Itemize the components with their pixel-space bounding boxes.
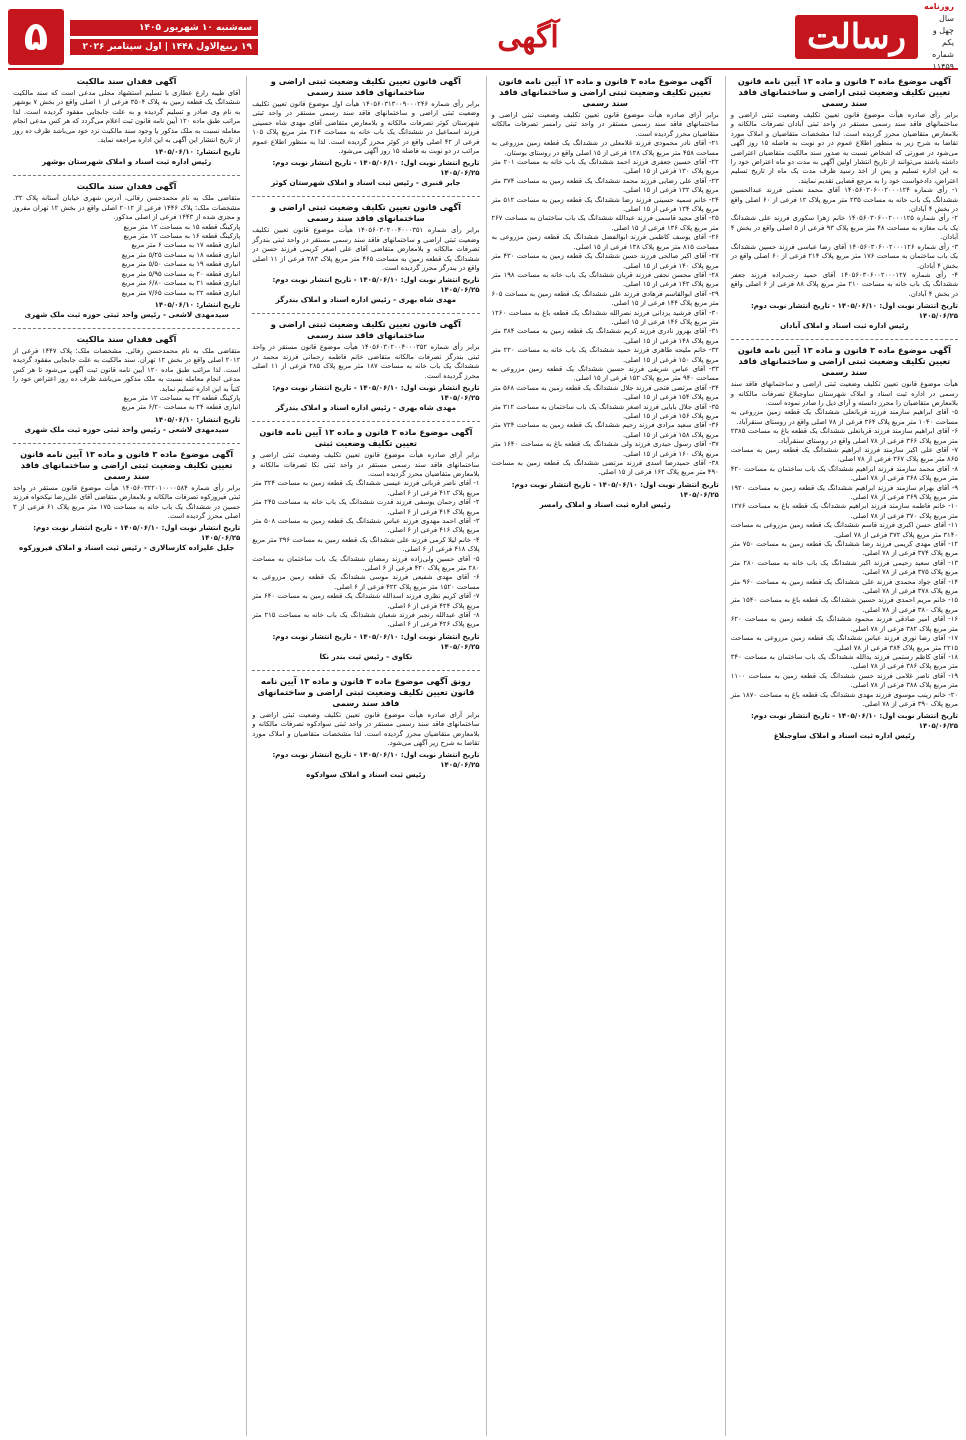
- page-number: ۵: [8, 9, 64, 65]
- date-other: ۱۹ ربیع‌الاول ۱۴۴۸ | اول سپتامبر ۲۰۲۶: [70, 39, 258, 55]
- notice-item: ۳۷- آقای رسول حیدری فرزند ولی ششدانگ یک قطعه باغ به مساحت ۱۶۴۰ متر مربع پلاک ۱۶۰ فرعی از ۱۵ اصلی.: [491, 440, 719, 458]
- column-2: [486, 76, 719, 1436]
- date-solar: سه‌شنبه ۱۰ شهریور ۱۴۰۵: [70, 20, 258, 36]
- notice-signature: سیدمهدی لاشعی - رئیس واحد ثبتی حوزه ثبت ملک شهری: [24, 309, 229, 319]
- notice-body: برابر رأی شماره ۱۴۰۵۶۰۳۰۲۰۰۴۰۰۰۳۵۱ هیأت موضوع قانون تعیین تکلیف وضعیت ثبتی اراضی و ساختمانهای فاقد سند رسمی مستقر در واحد ثبتی بندرگز تصرفات مالکانه و بلامعارض متقاضی آقای علی اصغر کریمی فرزند حسن در ششدانگ یک قطعه زمین به مساحت ۴۶۵ متر مربع پلاک ۲۸۳ فرعی از ۱۱ اصلی واقع در بندرگز محرز گردیده است.: [252, 226, 480, 273]
- notice-item: ۱۴- آقای جواد محمدی فرزند علی ششدانگ یک قطعه زمین به مساحت ۹۶۰ متر مربع پلاک ۳۷۸ فرعی از ۷۸ اصلی.: [730, 577, 958, 596]
- masthead-brand: [798, 2, 958, 71]
- notice-item: ۱۶- آقای امیر صادقی فرزند محمود ششدانگ یک قطعه زمین به مساحت ۶۲۰ متر مربع پلاک ۳۸۲ فرعی از ۷۸ اصلی.: [730, 615, 958, 633]
- notice-item: ۵- آقای ابراهیم سازمند فرزند قربانعلی ششدانگ یک قطعه زمین مزروعی به مساحت ۱۰۴۰ متر مربع پلاک ۳۶۴ فرعی از ۷۸ اصلی واقع در روستای سنقرآباد.: [730, 408, 958, 426]
- date-block: [70, 20, 258, 55]
- notice-item: ۱۰- خانم فاطمه سازمند فرزند ابراهیم ششدانگ یک قطعه باغ به مساحت ۱۲۷۶ متر مربع پلاک ۳۷۰ فرعی از ۷۸ اصلی.: [730, 502, 958, 520]
- edition-tag: روزنامه: [924, 2, 954, 11]
- notice-item: ۲۶- آقای یوسف کاظمی فرزند ابوالفضل ششدانگ یک قطعه زمین مزروعی به مساحت ۸۱۵ متر مربع پلاک ۱۳۸ فرعی از ۱۵ اصلی.: [491, 233, 719, 251]
- notice-item: انباری قطعه ۱۷ به مساحت ۶ متر مربع: [131, 241, 241, 250]
- notice-body: متقاضی ملک به نام محمدحسن رفائی، آدرس شهری خیابان آستانه پلاک ۳۲. مشخصات ملک: پلاک ۱۴۴۶ فرعی از ۲۰۱۲ اصلی واقع در بخش ۱۲ تهران مفروز و مجزی شده از ۱۴۴۳ فرعی از اصلی مذکور.: [13, 194, 241, 222]
- notice-item: ۱۳- آقای سعید رحیمی فرزند اکبر ششدانگ یک باب خانه به مساحت ۲۸۰ متر مربع پلاک ۳۷۵ فرعی از ۷۸ اصلی.: [730, 558, 958, 577]
- notice-item: ۳۲- خانم ملیحه طاهری فرزند حمید ششدانگ یک باب خانه به مساحت ۲۲۰ متر مربع پلاک ۱۵۰ فرعی از ۱۵ اصلی.: [491, 346, 719, 364]
- notice-item: ۱۵- خانم مریم احمدی فرزند حسین ششدانگ یک قطعه باغ به مساحت ۱۵۴۰ متر مربع پلاک ۳۸۰ فرعی از ۷۸ اصلی.: [730, 596, 958, 614]
- notice-item: ۱- رأی شماره ۱۴۰۵۶۰۳۰۶۰۰۲۰۰۰۱۲۴ آقای محمد نعمتی فرزند عبدالحسین ششدانگ یک باب خانه به مساحت ۲۳۵ متر مربع پلاک ۱۲ فرعی از ۶۰ اصلی واقع در بخش ۴ آبادان.: [730, 186, 958, 214]
- notice-item: ۳۸- آقای حمیدرضا اسدی فرزند مرتضی ششدانگ یک قطعه زمین به مساحت ۴۹۰ متر مربع پلاک ۱۶۲ فرعی از ۱۵ اصلی.: [491, 459, 719, 477]
- notice-divider: [252, 421, 479, 422]
- notice-date: تاریخ انتشار نوبت اول: ۱۴۰۵/۰۶/۱۰ - تاریخ انتشار نوبت دوم: ۱۴۰۵/۰۶/۲۵: [272, 384, 480, 403]
- notice-signature: رئیس اداره ثبت اسناد و املاک شهرستان بوشهر: [41, 157, 212, 167]
- notice-date: تاریخ انتشار نوبت اول: ۱۴۰۵/۰۶/۱۰ - تاریخ انتشار نوبت دوم: ۱۴۰۵/۰۶/۲۵: [750, 302, 958, 321]
- notice-item: ۶- آقای مهدی شفیعی فرزند موسی ششدانگ یک قطعه زمین مزروعی به مساحت ۱۵۲۰ متر مربع پلاک ۴۲۲ فرعی از ۶ اصلی.: [252, 573, 480, 591]
- notice-signature: رئیس اداره ثبت اسناد و املاک رامسر: [539, 499, 671, 509]
- notice-signature: جابر قنبری - رئیس ثبت اسناد و املاک شهرستان کوثر: [271, 178, 461, 188]
- edition-number: شماره ۱۱۴۵۹: [932, 50, 954, 71]
- notice-items: [13, 394, 240, 413]
- notice: [252, 427, 479, 662]
- notice-date: تاریخ انتشار نوبت اول: ۱۴۰۵/۰۶/۱۰ - تاریخ انتشار نوبت دوم: ۱۴۰۵/۰۶/۲۵: [272, 632, 480, 651]
- notice-title: آگهی فقدان سند مالکیت: [76, 76, 177, 86]
- notice-body: برابر آرای صادره هیأت موضوع قانون تعیین تکلیف وضعیت ثبتی اراضی و ساختمانهای فاقد سند رسمی مستقر در واحد ثبتی سوادکوه تصرفات مالکانه و بلامعارض متقاضیان محرز گردیده است. لذا مشخصات متقاضیان و املاک مورد تقاضا به شرح زیر آگهی می‌شود.: [252, 710, 480, 748]
- notice-title: آگهی موضوع ماده ۳ قانون و ماده ۱۳ آیین نامه قانون تعیین تکلیف وضعیت ثبتی اراضی و ساختمانهای فاقد سند رسمی: [20, 448, 234, 481]
- notice-title: آگهی قانون تعیین تکلیف وضعیت ثبتی اراضی و ساختمانهای فاقد سند رسمی: [270, 202, 461, 224]
- notice-item: ۴- رأی شماره ۱۴۰۵۶۰۳۰۶۰۰۲۰۰۰۱۲۷ آقای حمید رجب‌زاده فرزند جعفر ششدانگ یک باب خانه به مساحت ۲۱۰ متر مربع پلاک ۸۸ فرعی از ۶ اصلی واقع در بخش ۴ آبادان.: [730, 270, 958, 298]
- notice-item: ۴- خانم لیلا کرمی فرزند علی ششدانگ یک قطعه زمین به مساحت ۳۹۶ متر مربع پلاک ۴۱۸ فرعی از ۶ اصلی.: [252, 535, 480, 554]
- notice-title: آگهی قانون تعیین تکلیف وضعیت ثبتی اراضی و ساختمانهای فاقد سند رسمی: [270, 76, 461, 97]
- notice: [252, 319, 479, 413]
- notice-divider: [252, 670, 479, 671]
- notice-item: ۲۷- آقای اکبر صالحی فرزند حسن ششدانگ یک قطعه زمین به مساحت ۴۳۰ متر مربع پلاک ۱۴۰ فرعی از ۱۵ اصلی.: [491, 252, 719, 270]
- notice-date: تاریخ انتشار نوبت اول: ۱۴۰۵/۰۶/۱۰ - تاریخ انتشار نوبت دوم: ۱۴۰۵/۰۶/۲۵: [272, 751, 480, 770]
- notice-items: [492, 139, 719, 478]
- notice-body: برابر رأی صادره هیأت موضوع قانون تعیین تکلیف وضعیت ثبتی اراضی و ساختمانهای فاقد سند رسمی مستقر در واحد ثبتی آبادان تصرفات مالکانه و بلامعارض متقاضیان محرز گردیده است. لذا مشخصات متقاضیان و املاک مورد تقاضا به شرح زیر به منظور اطلاع عموم در دو نوبت به فاصله ۱۵ روز آگهی می‌شود در صورتی که اشخاص نسبت به صدور سند مالکیت متقاضیان اعتراضی داشته باشند می‌توانند از تاریخ انتشار اولین آگهی به مدت دو ماه اعتراض خود را به این اداره تسلیم و پس از اخذ رسید ظرف مدت یک ماه از تاریخ تسلیم اعتراض، دادخواست خود را به مرجع قضایی تقدیم نمایند.: [730, 111, 958, 185]
- notice-items: [731, 186, 958, 299]
- notice-signature: رئیس اداره ثبت اسناد و املاک ساوجبلاغ: [773, 731, 915, 741]
- edition-year: سال چهل و یکم: [932, 14, 954, 47]
- notice: [731, 76, 958, 331]
- notice-item: پارکینگ قطعه ۱۵ به مساحت ۱۲ متر مربع: [123, 222, 241, 231]
- notice: [731, 345, 958, 741]
- notice-signature: سیدمهدی لاشعی - رئیس واحد ثبتی حوزه ثبت ملک شهری: [24, 424, 229, 434]
- notice-item: انباری قطعه ۲۱ به مساحت ۶/۸۰ متر مربع: [121, 279, 241, 288]
- notice-title: رونق آگهی موضوع ماده ۳ قانون و ماده ۱۳ آیین نامه قانون تعیین تکلیف وضعیت ثبتی اراضی و ساختمانهای فاقد سند رسمی: [257, 675, 475, 708]
- notice-body: هیأت موضوع قانون تعیین تکلیف وضعیت ثبتی اراضی و ساختمانهای فاقد سند رسمی در اداره ثبت اسناد و املاک شهرستان ساوجبلاغ تصرفات مالکانه و بلامعارض متقاضیان را محرز دانسته و آرای ذیل را صادر نموده است.: [730, 380, 958, 407]
- notice-title: آگهی موضوع ماده ۳ قانون و ماده ۱۳ آیین نامه قانون تعیین تکلیف وضعیت ثبتی اراضی و ساختمانهای فاقد سند رسمی: [498, 76, 712, 108]
- notice-item: انباری قطعه ۱۸ به مساحت ۵/۲۵ متر مربع: [121, 250, 241, 259]
- notice-item: انباری قطعه ۱۹ به مساحت ۵/۵۰ متر مربع: [121, 260, 241, 269]
- column-1: [725, 76, 958, 1436]
- notice-item: انباری قطعه ۲۲ به مساحت ۷/۶۵ متر مربع: [121, 288, 241, 297]
- notice-body: متقاضی ملک به نام محمدحسن رفائی. مشخصات ملک: پلاک ۱۴۴۷ فرعی از ۲۰۱۲ اصلی واقع در بخش ۱۲ تهران. سند مالکیت به علت جابجایی مفقود گردیده است. لذا مراتب طبق ماده ۱۲۰ آیین نامه قانون ثبت آگهی می‌شود تا هر کس مدعی انجام معامله نسبت به ملک مذکور می‌باشد ظرف ده روز اعتراض خود را کتباً به این اداره تسلیم نماید.: [13, 346, 241, 393]
- notice-items: [13, 223, 240, 298]
- notice-body: آقای طیبه زارع عطاری با تسلیم استشهاد محلی مدعی است که سند مالکیت ششدانگ یک قطعه زمین به پلاک ۳۵۰۴ فرعی از ۱ اصلی واقع در بخش ۷ بوشهر به نام وی صادر و تسلیم گردیده و به علت جابجایی مفقود گردیده است. لذا مراتب طبق ماده ۱۲۰ آیین نامه قانون ثبت اعلام می‌گردد که هر کس مدعی انجام معامله نسبت به ملک مذکور یا وجود سند مالکیت نزد خود می‌باشد ظرف ده روز از تاریخ انتشار این آگهی به این اداره مراجعه نماید.: [13, 89, 241, 145]
- notice-signature: جلیل علیزاده کارسالاری - رئیس ثبت اسناد و املاک فیروزکوه: [18, 543, 235, 553]
- notice-item: ۳- آقای احمد مهدوی فرزند عباس ششدانگ یک قطعه زمین به مساحت ۵۰۸ متر مربع پلاک ۴۱۶ فرعی از ۶ اصلی.: [252, 516, 480, 535]
- notice-divider: [13, 175, 240, 176]
- notice-divider: [252, 313, 479, 314]
- notice-item: ۳۶- آقای سعید مرادی فرزند رحیم ششدانگ یک قطعه زمین به مساحت ۷۲۴ متر مربع پلاک ۱۵۸ فرعی از ۱۵ اصلی.: [491, 421, 719, 439]
- notice-item: ۲- رأی شماره ۱۴۰۵۶۰۳۰۶۰۰۲۰۰۰۱۲۵ خانم زهرا سکوری فرزند علی ششدانگ یک باب مغازه به مساحت ۴۸ متر مربع پلاک ۹۳ فرعی از ۵ اصلی واقع در بخش ۴ آبادان.: [730, 214, 958, 242]
- notice-item: ۱۹- آقای ناصر غلامی فرزند حسن ششدانگ یک قطعه زمین به مساحت ۱۱۰۰ متر مربع پلاک ۳۸۸ فرعی از ۷۸ اصلی.: [730, 671, 958, 690]
- notice-items: [731, 408, 958, 709]
- notice-item: ۸- آقای محمد سازمند فرزند ابراهیم ششدانگ یک باب ساختمان به مساحت ۴۲۰ متر مربع پلاک ۳۶۸ فرعی از ۷۸ اصلی.: [730, 464, 958, 483]
- notice-date: تاریخ انتشار نوبت اول: ۱۴۰۵/۰۶/۱۰ - تاریخ انتشار نوبت دوم: ۱۴۰۵/۰۶/۲۵: [272, 276, 480, 295]
- notice-divider: [13, 328, 240, 329]
- column-3: [246, 76, 479, 1436]
- notice-date: تاریخ انتشار نوبت اول: ۱۴۰۵/۰۶/۱۰ - تاریخ انتشار نوبت دوم: ۱۴۰۵/۰۶/۲۵: [511, 480, 719, 499]
- notice-item: ۲۰- خانم زینب موسوی فرزند مهدی ششدانگ یک قطعه باغ به مساحت ۱۸۷۰ متر مربع پلاک ۳۹۰ فرعی از ۷۸ اصلی.: [730, 690, 958, 708]
- notice-date: تاریخ انتشار: ۱۴۰۵/۰۶/۱۰: [154, 415, 241, 424]
- notice-signature: نکاوی - رئیس ثبت بندر نکا: [319, 651, 413, 661]
- notice-item: ۲۲- آقای حسین جعفری فرزند احمد ششدانگ یک باب خانه به مساحت ۲۰۱ متر مربع پلاک ۱۳۰ فرعی از ۱۵ اصلی.: [491, 158, 719, 176]
- notice-date: تاریخ انتشار نوبت اول: ۱۴۰۵/۰۶/۱۰ - تاریخ انتشار نوبت دوم: ۱۴۰۵/۰۶/۲۵: [750, 712, 958, 731]
- notice-date: تاریخ انتشار: ۱۴۰۵/۰۶/۱۰: [154, 148, 241, 157]
- notice: [13, 181, 240, 319]
- notice-date: تاریخ انتشار: ۱۴۰۵/۰۶/۱۰: [154, 300, 241, 309]
- notice-signature: مهدی شاه بهری - رئیس اداره اسناد و املاک بندرگز: [275, 295, 457, 305]
- notice-item: پارکینگ قطعه ۱۶ به مساحت ۱۲ متر مربع: [123, 232, 241, 241]
- notice-item: انباری قطعه ۲۰ به مساحت ۵/۹۵ متر مربع: [121, 269, 241, 278]
- notice-divider: [252, 196, 479, 197]
- notice-body: برابر رأی شماره ۱۴۰۵۶۰۳۱۳۰۰۹۰۰۰۲۴۶ هیأت اول موضوع قانون تعیین تکلیف وضعیت ثبتی اراضی و ساختمانهای فاقد سند رسمی مستقر در واحد ثبتی شهرستان کوثر تصرفات مالکانه و بلامعارض متقاضی آقای مهدی شاه حسینی فرزند اسماعیل در ششدانگ یک باب خانه به مساحت ۲۱۴ متر مربع پلاک ۱۰۵ فرعی از ۴۲ اصلی واقع در کوثر محرز گردیده است. لذا به منظور اطلاع عموم مراتب در دو نوبت به فاصله ۱۵ روز آگهی می‌شود.: [252, 100, 480, 156]
- notice-title: آگهی موضوع ماده ۳ قانون و ماده ۱۳ آیین نامه قانون تعیین تکلیف وضعیت ثبتی اراضی و ساختمانهای فاقد سند رسمی: [737, 345, 951, 378]
- notice-item: ۲۳- آقای علی رضایی فرزند محمد ششدانگ یک قطعه زمین به مساحت ۳۷۴ متر مربع پلاک ۱۳۲ فرعی از ۱۵ اصلی.: [491, 176, 719, 195]
- notice-body: برابر آرای صادره هیأت موضوع قانون تعیین تکلیف وضعیت ثبتی اراضی و ساختمانهای فاقد سند رسمی مستقر در واحد ثبتی رامسر تصرفات مالکانه متقاضیان محرز گردیده است.: [491, 111, 719, 138]
- notice-date: تاریخ انتشار نوبت اول: ۱۴۰۵/۰۶/۱۰ - تاریخ انتشار نوبت دوم: ۱۴۰۵/۰۶/۲۵: [33, 524, 241, 543]
- column-4: [8, 76, 240, 1436]
- notice-item: ۸- آقای عبدالله رنجبر فرزند شعبان ششدانگ یک باب خانه به مساحت ۲۱۵ متر مربع پلاک ۴۲۶ فرعی از ۶ اصلی.: [252, 611, 480, 629]
- notice-item: ۳۴- آقای مرتضی فتحی فرزند جلال ششدانگ یک قطعه زمین به مساحت ۵۶۸ متر مربع پلاک ۱۵۴ فرعی از ۱۵ اصلی.: [491, 383, 719, 402]
- notice-item: ۱- آقای ناصر قربانی فرزند عیسی ششدانگ یک قطعه زمین به مساحت ۳۲۴ متر مربع پلاک ۴۱۲ فرعی از ۶ اصلی.: [252, 479, 480, 497]
- notice: [252, 76, 479, 188]
- notice-item: ۳۱- آقای بهروز نادری فرزند کریم ششدانگ یک قطعه زمین به مساحت ۳۸۴ متر مربع پلاک ۱۴۸ فرعی از ۱۵ اصلی.: [491, 327, 719, 345]
- notice-date: تاریخ انتشار نوبت اول: ۱۴۰۵/۰۶/۱۰ - تاریخ انتشار نوبت دوم: ۱۴۰۵/۰۶/۲۵: [272, 159, 480, 178]
- notice-signature: مهدی شاه بهری - رئیس اداره اسناد و املاک بندرگز: [275, 403, 457, 413]
- notice-title: آگهی موضوع ماده ۳ قانون و ماده ۱۳ آیین نامه قانون تعیین تکلیف وضعیت ثبتی اراضی و ساختمانهای فاقد سند رسمی: [737, 76, 951, 108]
- notice-title: آگهی موضوع ماده ۳ قانون و ماده ۱۳ آیین نامه قانون تعیین تکلیف وضعیت ثبتی: [259, 427, 473, 449]
- notice-columns: [8, 76, 958, 1436]
- notice-item: ۲- آقای رحمان یوسفی فرزند قدرت ششدانگ یک باب خانه به مساحت ۲۴۵ متر مربع پلاک ۴۱۴ فرعی از ۶ اصلی.: [252, 498, 480, 516]
- section-title: آگهی: [497, 19, 559, 55]
- notice-item: ۲۴- خانم سمیه حسینی فرزند رضا ششدانگ یک قطعه زمین به مساحت ۵۱۲ متر مربع پلاک ۱۳۴ فرعی از ۱۵ اصلی.: [491, 195, 719, 214]
- notice-item: انباری قطعه ۲۴ به مساحت ۶/۲۰ متر مربع: [121, 403, 241, 412]
- notice-item: ۲۱- آقای نادر محمودی فرزند غلامعلی در ششدانگ یک قطعه زمین مزروعی به مساحت ۴۵۸ متر مربع پلاک ۱۲۸ فرعی از ۱۵ اصلی واقع در روستای بوستان.: [491, 139, 719, 157]
- newspaper-logo: رسالت: [795, 15, 918, 59]
- notice-item: ۱۱- آقای حسن اکبری فرزند قاسم ششدانگ یک قطعه زمین مزروعی به مساحت ۳۱۴۰ متر مربع پلاک ۳۷۲ فرعی از ۷۸ اصلی.: [730, 521, 958, 539]
- notice-item: ۲۵- آقای مجید قاسمی فرزند عبدالله ششدانگ یک باب ساختمان به مساحت ۲۶۷ متر مربع پلاک ۱۳۶ فرعی از ۱۵ اصلی.: [491, 214, 719, 232]
- notice: [13, 449, 240, 554]
- notice-item: ۳- رأی شماره ۱۴۰۵۶۰۳۰۶۰۰۲۰۰۰۱۲۶ آقای رضا عباسی فرزند حسین ششدانگ یک باب ساختمان به مساحت ۱۷۶ متر مربع پلاک ۲۱۴ فرعی از ۶۰ اصلی واقع در بخش ۴ آبادان.: [730, 242, 958, 270]
- notice-signature: رئیس اداره ثبت اسناد و املاک آبادان: [780, 321, 909, 331]
- notice-items: [252, 479, 479, 630]
- notice-item: ۱۷- آقای رضا نوری فرزند عباس ششدانگ یک قطعه زمین مزروعی به مساحت ۲۲۱۵ متر مربع پلاک ۳۸۴ فرعی از ۷۸ اصلی.: [730, 634, 958, 652]
- notice-title: آگهی قانون تعیین تکلیف وضعیت ثبتی اراضی و ساختمانهای فاقد سند رسمی: [270, 319, 461, 341]
- notice-item: ۷- آقای علی اکبر سازمند فرزند ابراهیم ششدانگ یک قطعه زمین به مساحت ۸۶۵ متر مربع پلاک ۳۶۷ فرعی از ۷۸ اصلی.: [730, 445, 958, 464]
- masthead: [8, 2, 958, 71]
- notice-item: ۹- آقای بهرام سازمند فرزند ابراهیم ششدانگ یک قطعه زمین به مساحت ۱۹۲۰ متر مربع پلاک ۳۶۹ فرعی از ۷۸ اصلی.: [730, 483, 958, 501]
- notice-item: ۳۵- آقای جلال بابایی فرزند اصغر ششدانگ یک باب ساختمان به مساحت ۳۱۲ متر مربع پلاک ۱۵۶ فرعی از ۱۵ اصلی.: [491, 402, 719, 420]
- notice: [492, 76, 719, 510]
- masthead-dates: [8, 6, 258, 68]
- notice-item: ۷- آقای کریم نظری فرزند اسدالله ششدانگ یک قطعه زمین به مساحت ۶۴۰ متر مربع پلاک ۴۲۴ فرعی از ۶ اصلی.: [252, 592, 480, 610]
- notice-item: ۳۳- آقای عباس شریفی فرزند حسین ششدانگ یک قطعه زمین مزروعی به مساحت ۹۴۰ متر مربع پلاک ۱۵۲ فرعی از ۱۵ اصلی.: [491, 364, 719, 383]
- notice: [13, 76, 240, 167]
- notice-item: ۲۸- آقای محسن نجفی فرزند قربان ششدانگ یک باب خانه به مساحت ۱۹۸ متر مربع پلاک ۱۴۲ فرعی از ۱۵ اصلی.: [491, 270, 719, 289]
- notice-item: ۶- آقای ابراهیم سازمند فرزند قربانعلی ششدانگ یک قطعه باغ به مساحت ۲۳۸۵ متر مربع پلاک ۳۶۶ فرعی از ۷۸ اصلی واقع در روستای سنقرآباد.: [730, 427, 958, 445]
- edition-info: [924, 1, 954, 73]
- notice-body: برابر رأی شماره ۱۴۰۵۶۰۳۰۲۰۰۴۰۰۰۳۵۲ هیأت موضوع قانون مستقر در واحد ثبتی بندرگز تصرفات مالکانه متقاضی خانم فاطمه رحمانی فرزند محمد در ششدانگ یک باب خانه به مساحت ۱۸۷ متر مربع پلاک ۲۸۵ فرعی از ۱۱ اصلی محرز گردیده است.: [252, 343, 480, 380]
- notice-item: ۲۹- آقای ابوالقاسم فرهادی فرزند علی ششدانگ یک قطعه زمین به مساحت ۶۰۵ متر مربع پلاک ۱۴۴ فرعی از ۱۵ اصلی.: [491, 289, 719, 308]
- notice-item: پارکینگ قطعه ۲۳ به مساحت ۱۲ متر مربع: [123, 393, 241, 402]
- notice-title: آگهی فقدان سند مالکیت: [76, 333, 177, 344]
- notice: [252, 202, 479, 305]
- notice: [13, 334, 240, 435]
- notice-body: برابر آرای صادره هیأت موضوع قانون تعیین تکلیف وضعیت ثبتی اراضی و ساختمانهای فاقد سند رسمی مستقر در واحد ثبتی نکا تصرفات مالکانه و بلامعارض متقاضیان محرز گردیده است.: [252, 451, 480, 478]
- notice-divider: [731, 339, 958, 340]
- notice-divider: [13, 443, 240, 444]
- notice-signature: رئیس ثبت اسناد و املاک سوادکوه: [306, 770, 426, 780]
- notice-item: ۱۲- آقای مهدی کریمی فرزند رضا ششدانگ یک قطعه زمین به مساحت ۷۵۰ متر مربع پلاک ۳۷۴ فرعی از ۷۸ اصلی.: [730, 540, 958, 558]
- notice: [252, 676, 479, 781]
- notice-body: برابر رأی شماره ۱۴۰۵۶۰۳۲۲۰۱۰۰۰۰۵۸۴ هیأت موضوع قانون مستقر در واحد ثبتی فیروزکوه تصرفات مالکانه و بلامعارض متقاضی آقای علی‌رضا نیکخواه فرزند حسین در ششدانگ یک باب خانه به مساحت ۱۷۵ متر مربع پلاک ۶۱ فرعی از ۳ اصلی محرز گردیده است.: [13, 483, 241, 520]
- notice-title: آگهی فقدان سند مالکیت: [76, 181, 177, 192]
- notice-item: ۱۸- آقای کاظم رستمی فرزند یدالله ششدانگ یک باب ساختمان به مساحت ۳۴۰ متر مربع پلاک ۳۸۶ فرعی از ۷۸ اصلی.: [730, 652, 958, 671]
- section-header: [258, 6, 798, 68]
- notice-item: ۵- آقای حسین ولی‌زاده فرزند رمضان ششدانگ یک باب ساختمان به مساحت ۲۸۰ متر مربع پلاک ۴۲۰ فرعی از ۶ اصلی.: [252, 554, 480, 572]
- notice-item: ۳۰- آقای فرشید یزدانی فرزند نصرالله ششدانگ یک قطعه باغ به مساحت ۱۲۶۰ متر مربع پلاک ۱۴۶ فرعی از ۱۵ اصلی.: [491, 308, 719, 326]
